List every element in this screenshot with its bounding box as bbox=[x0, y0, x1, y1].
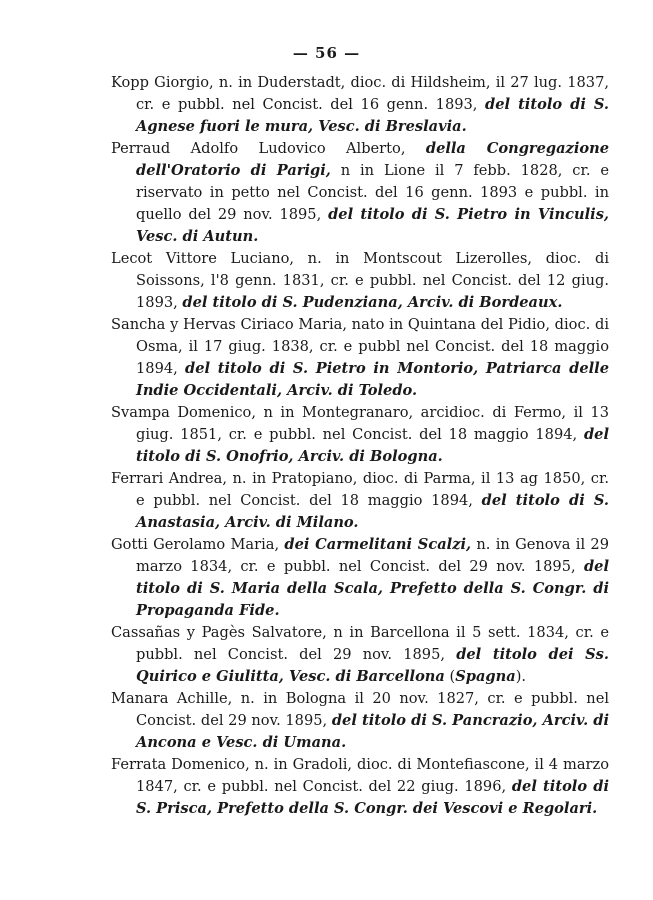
entry-title: del titolo di S. Prisca, Prefetto della S. Congr. dei Vescovi e Regolari. bbox=[136, 778, 609, 817]
entry-text: Manara Achille, n. in Bologna il 20 nov. 1827, cr. e pubbl. nel Concist. del 29 nov. 1895, bbox=[111, 690, 609, 729]
entry-title: del titolo di S. Maria della Scala, Prefetto della S. Congr. di Propaganda Fide. bbox=[136, 558, 609, 619]
entry-title: del titolo di S. Onofrio, Arciv. di Bologna. bbox=[136, 426, 609, 465]
entry-text: Kopp Giorgio, n. in Duderstadt, dioc. di Hildsheim, il 27 lug. 1837, cr. e pubbl. nel Concist. del 16 genn. 1893, bbox=[111, 74, 609, 113]
entry-title: del titolo di S. Pancrazio, Arciv. di Ancona e Vesc. di Umana. bbox=[136, 712, 609, 751]
entry-text: Svampa Domenico, n in Montegranaro, arcidioc. di Fermo, il 13 giug. 1851, cr. e pubbl. nel Concist. del 18 maggio 1894, bbox=[111, 404, 609, 443]
entry-text: Perraud Adolfo Ludovico Alberto, bbox=[111, 140, 426, 157]
entry-title: Spagna bbox=[455, 668, 516, 685]
entry-title: del titolo di S. Anastasia, Arciv. di Milano. bbox=[136, 492, 609, 531]
entry-text: Sancha y Hervas Ciriaco Maria, nato in Quintana del Pidio, dioc. di Osma, il 17 giug. 1838, cr. e pubbl nel Concist. del 18 maggio 1894, bbox=[111, 316, 609, 377]
entry-text: Gotti Gerolamo Maria, bbox=[111, 536, 285, 553]
entry-lecot bbox=[111, 248, 609, 314]
entry-svampa bbox=[111, 402, 609, 468]
entry-text: ). bbox=[515, 668, 527, 685]
entry-sancha bbox=[111, 314, 609, 402]
entry-title: del titolo di S. Pudenziana, Arciv. di Bordeaux. bbox=[182, 294, 563, 311]
entry-text: ( bbox=[444, 668, 456, 685]
entry-text: n. in Genova il 29 marzo 1834, cr. e pubbl. nel Concist. del 29 nov. 1895, bbox=[136, 536, 609, 575]
entry-cassanas bbox=[111, 622, 609, 688]
page-number: — 56 — bbox=[292, 44, 361, 62]
cardinal-list bbox=[111, 72, 609, 820]
entry-perraud bbox=[111, 138, 609, 248]
entry-title: del titolo di S. Agnese fuori le mura, Vesc. di Breslavia. bbox=[136, 96, 609, 135]
entry-kopp bbox=[111, 72, 609, 138]
entry-text: Ferrari Andrea, n. in Pratopiano, dioc. di Parma, il 13 ag 1850, cr. e pubbl. nel Concist. del 18 maggio 1894, bbox=[111, 470, 609, 509]
entry-text: Lecot Vittore Luciano, n. in Montscout Lizerolles, dioc. di Soissons, l'8 genn. 1831, cr. e pubbl. nel Concist. del 12 giug. 1893, bbox=[111, 250, 609, 311]
entry-title: del titolo di S. Pietro in Montorio, Patriarca delle Indie Occidentali, Arciv. di Toledo. bbox=[136, 360, 609, 399]
entry-manara bbox=[111, 688, 609, 754]
entry-title: del titolo dei Ss. Quirico e Giulitta, Vesc. di Barcellona bbox=[136, 646, 609, 685]
entry-text: Ferrata Domenico, n. in Gradoli, dioc. di Montefiascone, il 4 marzo 1847, cr. e pubbl. nel Concist. del 22 giug. 1896, bbox=[111, 756, 609, 795]
entry-text: Cassañas y Pagès Salvatore, n in Barcellona il 5 sett. 1834, cr. e pubbl. nel Concist. del 29 nov. 1895, bbox=[111, 624, 609, 663]
entry-title: del titolo di S. Pietro in Vinculis, Vesc. di Autun. bbox=[136, 206, 609, 245]
entry-title: dei Carmelitani Scalzi, bbox=[284, 536, 472, 553]
entry-ferrata bbox=[111, 754, 609, 820]
entry-ferrari bbox=[111, 468, 609, 534]
entry-gotti bbox=[111, 534, 609, 622]
entry-text: n in Lione il 7 febb. 1828, cr. e riservato in petto nel Concist. del 16 genn. 1893 e pubbl. in quello del 29 nov. 1895, bbox=[136, 162, 609, 223]
entry-title: della Congregazione dell'Oratorio di Parigi, bbox=[136, 140, 609, 179]
